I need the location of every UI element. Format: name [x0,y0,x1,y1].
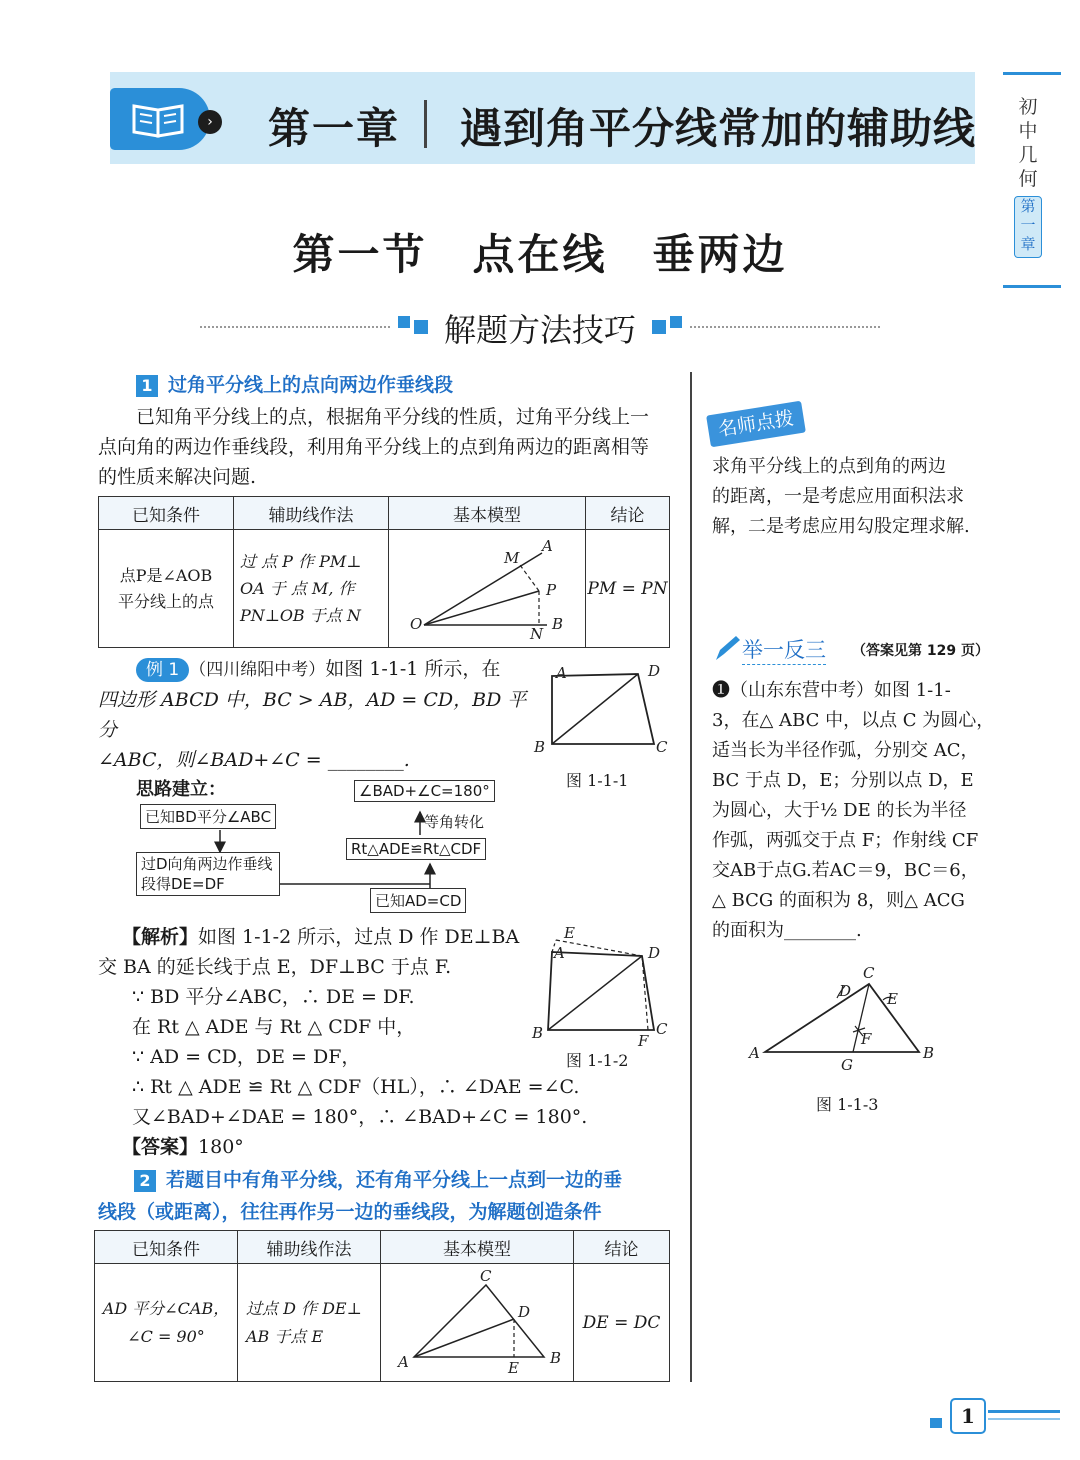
text-line: 四边形 ABCD 中，BC > AB，AD = CD，BD 平分 [98,689,527,741]
svg-text:B: B [923,1044,935,1062]
example-badge: 例 1 [136,658,189,682]
divider [690,326,880,328]
flow-box-bisector: 已知BD平分∠ABC [140,804,276,829]
text-line: 的距离，一是考虑应用面积法求 [712,486,964,507]
figure-caption: 图 1-1-3 [816,1095,879,1114]
svg-text:A: A [542,537,553,555]
svg-text:D: D [518,1303,531,1321]
text-line: 过点 D 作 DE⊥ [246,1298,362,1318]
flow-box-result: ∠BAD+∠C=180° [354,780,495,802]
text-line: 平分线上的点 [117,591,214,611]
right-triangle-model [381,1264,574,1382]
square-icon [652,320,666,334]
tip1-paragraph [98,402,678,492]
text-line: ∵ AD = CD，DE = DF， [132,1046,361,1068]
text-line: ∠ABC，则∠BAD+∠C = ________. [98,749,410,771]
text-line: 点P是∠AOB [119,565,213,585]
side-tab-chapter: 第一章 [1014,196,1042,258]
table-header: 已知条件 [95,1231,238,1264]
svg-text:O: O [410,615,423,633]
text-line: 求角平分线上的点到角的两边 [712,456,946,477]
svg-text:G: G [841,1056,853,1074]
page-footer-line [988,1418,1060,1420]
page-corner-mark [930,1418,942,1428]
square-icon [670,316,682,328]
answer-value: 180° [198,1136,244,1158]
svg-text:C: C [863,964,875,982]
svg-text:M: M [504,549,520,567]
table-header: 结论 [574,1231,670,1264]
teacher-tip-text [712,452,1002,542]
book-icon [110,88,210,150]
chapter-title: 遇到角平分线常加的辅助线 [460,104,977,153]
problem-number: ❶ [712,680,730,701]
svg-text:B: B [552,615,564,633]
text-line: 为圆心，大于½ DE 的长为半径 [712,800,967,821]
angle-bisector-diagram [392,531,582,641]
text-line: 如图 1-1-1 所示，在 [325,658,501,680]
text-line: BC 于点 D，E；分别以点 D，E [712,770,974,791]
svg-text:B: B [550,1349,562,1367]
svg-text:C: C [656,1020,668,1038]
tip2-number: 2 [134,1170,156,1192]
text-line: 3，在△ ABC 中，以点 C 为圆心， [712,710,995,731]
svg-text:A: A [556,664,567,682]
side-tab-label: 初中几何 [1018,96,1038,190]
figure-1-1-1 [530,660,680,760]
table-cell: DE = DC [574,1264,670,1382]
method-table-1 [98,496,670,648]
svg-text:A: A [398,1353,409,1371]
angle-bisector-model [389,530,586,648]
text-line: 交 BA 的延长线于点 E，DF⊥BC 于点 F. [98,956,452,978]
svg-text:A: A [749,1044,760,1062]
column-divider [690,372,692,1382]
svg-text:F: F [861,1030,872,1048]
figure-1-1-3 [745,962,945,1082]
banner-separator [424,100,427,148]
practice-answer-ref: （答案见第 129 页） [852,643,989,659]
svg-text:F: F [638,1032,649,1048]
figure-1-1-2 [530,922,680,1048]
method-table-2 [94,1230,670,1382]
table-cell [238,1264,381,1382]
table-header: 辅助线作法 [234,497,389,530]
figure-caption: 图 1-1-1 [566,771,629,790]
practice-title: 举一反三 [742,634,826,665]
text-line: 如图 1-1-2 所示，过点 D 作 DE⊥BA [198,926,520,948]
tip1-heading [136,370,453,397]
text-line: 解，二是考虑应用勾股定理求解. [712,516,970,537]
chapter-number: 第一章 [268,104,401,153]
answer-tag: 【答案】 [122,1136,199,1158]
figure-caption: 图 1-1-2 [566,1051,629,1070]
svg-text:P: P [546,581,557,599]
thinking-label: 思路建立： [136,779,226,800]
table-cell [234,530,389,648]
solution-tag: 【解析】 [122,926,199,948]
text-line: 过 点 P 作 PM⊥ [240,552,362,571]
page-number: 1 [950,1398,986,1434]
example-source: （四川绵阳中考） [189,660,326,680]
text-line: 若题目中有角平分线，还有角平分线上一点到一边的垂 [166,1169,623,1191]
table-header: 辅助线作法 [238,1231,381,1264]
table-header: 基本模型 [381,1231,574,1264]
table-header: 基本模型 [389,497,586,530]
chevron-right-icon: › [198,110,222,134]
svg-text:B: B [532,1024,544,1042]
text-line: 作弧，两弧交于点 F；作射线 CF [712,830,979,851]
svg-text:C: C [480,1267,492,1285]
table-cell: PM = PN [586,530,670,648]
practice-problem [712,676,1002,946]
svg-text:D: D [648,944,661,962]
table-header: 结论 [586,497,670,530]
text-line: 线段（或距离），往往再作另一边的垂线段，为解题创造条件 [98,1201,602,1223]
flow-box-ad-cd: 已知AD=CD [370,888,466,913]
text-line: 点向角的两边作垂线段，利用角平分线上的点到角两边的距离相等 [98,436,650,458]
svg-text:E: E [887,990,898,1008]
svg-text:C: C [656,738,668,756]
text-line: 交AB于点G.若AC＝9，BC＝6， [712,860,979,881]
teacher-tip-badge: 名师点拨 [706,401,806,448]
text-line: （山东东营中考）如图 1-1- [730,680,951,701]
text-line: 在 Rt △ ADE 与 Rt △ CDF 中， [132,1016,416,1038]
table-header: 已知条件 [99,497,234,530]
svg-text:E: E [508,1359,519,1375]
text-line: ∵ BD 平分∠ABC，∴ DE = DF. [132,986,415,1008]
text-line: AD 平分∠CAB， [102,1298,230,1318]
svg-text:E: E [564,924,575,942]
solution [98,922,598,1162]
text-line: △ BCG 的面积为 8，则△ ACG [712,890,965,911]
text-line: PN⊥OB 于点 N [240,606,361,625]
section-title: 第一节 点在线 垂两边 [292,230,788,279]
methods-title: 解题方法技巧 [443,311,636,349]
text-line: ∴ Rt △ ADE ≌ Rt △ CDF（HL），∴ ∠DAE =∠C. [132,1076,580,1098]
svg-text:D: D [648,662,661,680]
page-footer-line [988,1410,1060,1413]
right-triangle-diagram [384,1265,570,1375]
flow-arrow-label: 等角转化 [424,813,485,831]
text-line: AB 于点 E [246,1326,324,1346]
svg-text:A: A [554,944,565,962]
tip1-number: 1 [136,375,158,397]
text-line: 的性质来解决问题. [98,466,257,488]
svg-text:B: B [534,738,546,756]
svg-text:N: N [530,625,544,641]
table-cell [95,1264,238,1382]
flow-box-perpendicular: 过D向角两边作垂线段得DE=DF [136,852,280,896]
text-line: 又∠BAD+∠DAE = 180°，∴ ∠BAD+∠C = 180°. [132,1106,588,1128]
text-line: ∠C = 90° [127,1326,205,1346]
text-line: 的面积为________. [712,920,862,941]
tip2-heading [98,1164,678,1228]
svg-text:D: D [839,982,852,1000]
text-line: OA 于 点 M, 作 [240,579,355,598]
pencil-icon [710,632,744,666]
tip1-heading-text: 过角平分线上的点向两边作垂线段 [168,374,454,396]
text-line: 适当长为半径作弧，分别交 AC， [712,740,979,761]
table-cell [99,530,234,648]
text-line: 已知角平分线上的点，根据角平分线的性质，过角平分线上一 [136,406,650,428]
flow-box-congruence: Rt△ADE≌Rt△CDF [346,838,486,860]
